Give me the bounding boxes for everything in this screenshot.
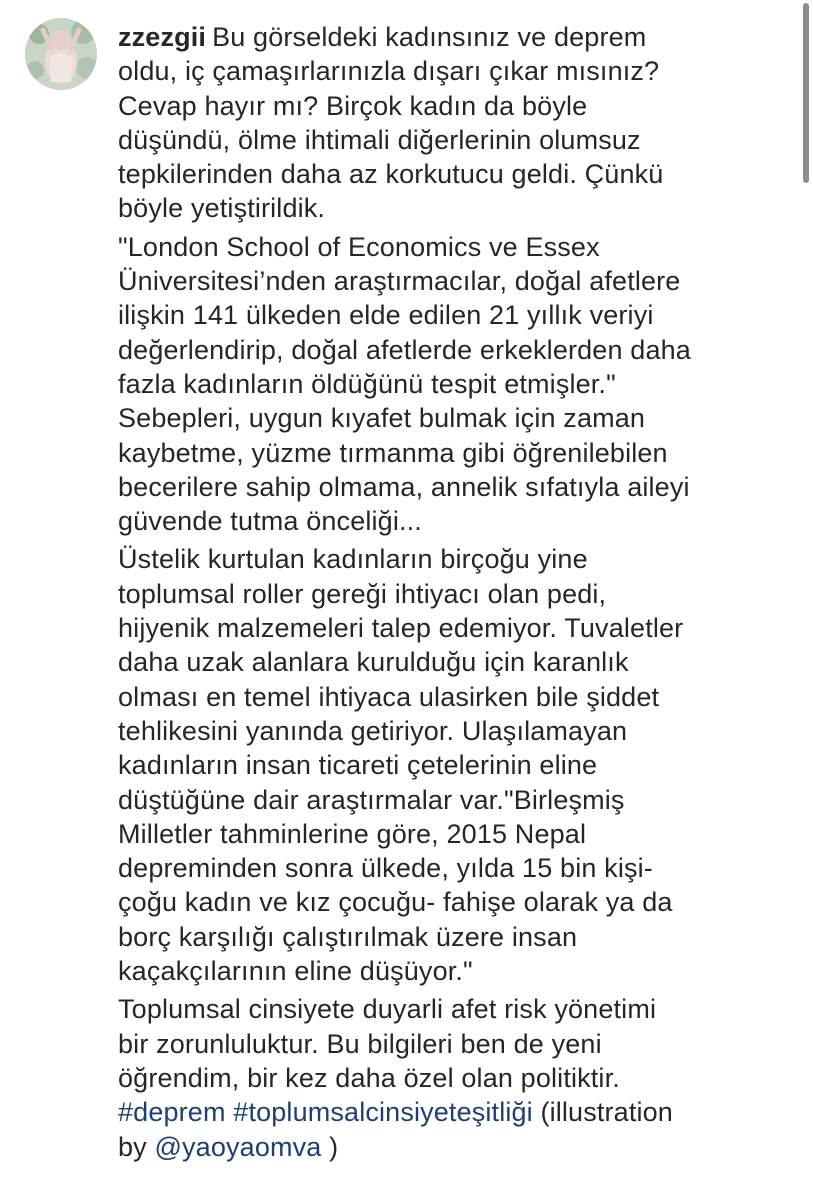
caption-paragraph-3: Üstelik kurtulan kadınların birçoğu yine toplumsal roller gereği ihtiyacı olan pedi, hijyenik malzemeleri talep edemiyor. Tuvaletler daha uzak alanlara kurulduğu için karanlık olması en temel ihtiyaca ulasirken bile şiddet tehlikesini yanında getiriyor. Ulaşılamayan kadınların insan ticareti çetelerinin eline düştüğüne dair araştırmalar var."Birleşmiş Milletler tahminlerine göre, 2015 Nepal depreminden sonra ülkede, yılda 15 bin kişi- çoğu kadın ve kız çocuğu- fahişe olarak ya da borç karşılığı çalıştırılmak üzere insan kaçakçılarının eline düşüyor." bbox=[118, 544, 684, 987]
caption-text-4: Toplumsal cinsiyete duyarli afet risk yönetimi bir zorunluluktur. Bu bilgileri ben de yeni öğrendim, bir kez daha özel olan politiktir. bbox=[118, 994, 657, 1093]
avatar-illustration-icon bbox=[25, 18, 97, 90]
caption-text-1: Bu görseldeki kadınsınız ve deprem oldu, iç çamaşırlarınızla dışarı çıkar mısınız? Cevap hayır mı? Birçok kadın da böyle düşündü, ölme ihtimali diğerlerinin olumsuz tepkilerinden daha az korkutucu geldi. Çünkü böyle yetiştirildik. bbox=[118, 22, 664, 224]
hashtag-link-toplumsal[interactable]: #toplumsalcinsiyeteşitliği bbox=[233, 1097, 533, 1128]
caption-paragraph-2: "London School of Economics ve Essex Üniversitesi’nden araştırmacılar, doğal afetlere ilişkin 141 ülkeden elde edilen 21 yıllık veriyi değerlendirip, doğal afetlerde erkeklerden daha fazla kadınların öldüğünü tespit etmişler." Sebepleri, uygun kıyafet bulmak için zaman kaybetme, yüzme tırmanma gibi öğrenilebilen becerilere sahip olmama, annelik sıfatıyla aileyi güvende tutma önceliği... bbox=[118, 231, 691, 537]
mention-link[interactable]: @yaoyaomva bbox=[154, 1131, 322, 1162]
username-link[interactable]: zzezgii bbox=[118, 22, 207, 52]
credit-prefix: (illustration by bbox=[118, 1097, 673, 1162]
scrollbar[interactable] bbox=[803, 3, 809, 183]
caption-paragraph-4 bbox=[118, 992, 794, 1163]
hashtag-link-deprem[interactable]: #deprem bbox=[118, 1097, 226, 1128]
avatar[interactable] bbox=[25, 18, 97, 90]
credit-suffix: ) bbox=[321, 1131, 339, 1162]
comment-caption bbox=[118, 20, 794, 1168]
caption-paragraph-1 bbox=[118, 20, 794, 226]
